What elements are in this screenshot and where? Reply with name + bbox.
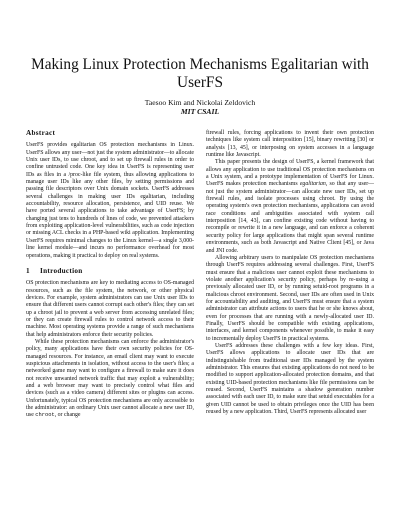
introduction-heading	[26, 268, 194, 275]
section-number: 1	[26, 266, 30, 275]
right-paragraph-1: firewall rules, forcing applications to invent their own protection techniques like system call interposition [15], binary rewriting [30] or analysis [13, 45], or interposing on system accesses in a language runtime like Javascript.	[206, 130, 374, 159]
intro-paragraph-1: OS protection mechanisms are key to mediating access to OS-managed resources, such as the file system, the network, or other physical devices. For example, system administrators can use Unix user IDs to ensure that different users cannot corrupt each other's files; they can set up a chroot jail to prevent a web server from accessing unrelated files; or they can create firewall rules to control network access to their machine. Most operating systems provide a range of such mechanisms that help administrators enforce their security policies.	[26, 280, 194, 338]
right-column	[206, 130, 374, 420]
intro-paragraph-2	[26, 339, 194, 420]
right-paragraph-3: Allowing arbitrary users to manipulate OS protection mechanisms through UserFS requires addressing several challenges. First, UserFS must ensure that a malicious user cannot exploit these mechanisms to violate another application's security policy, perhaps by re-using a previously allocated user ID, or by running setuid-root programs in a malicious chroot environment. Second, user IDs are often used in Unix for accountability and auditing, and UserFS must ensure that a system administrator can attribute actions to users that he or she knows about, even for processes that are running with a newly-allocated user ID. Finally, UserFS should be compatible with existing applications, interfaces, and kernel components whenever possible, to make it easy to incrementally deploy UserFS in practical systems.	[206, 254, 374, 342]
p2-text-b: , so that any user—not just the system administrator—can allocate new user IDs, set up firewall rules, and isolate processes using chroot. By using the operating system's own protection mechanisms, applications can avoid race conditions and ambiguities associated with system call interposition [14, 43], can confine existing code without having to recompile or rewrite it in a new language, and can enforce a coherent security policy for large applications that might span several runtime environments, such as both Javascript and Native Client [45], or Java and JNI code.	[206, 181, 374, 254]
section-title: Introduction	[40, 266, 83, 275]
code-chroot: chroot	[35, 412, 55, 419]
p2-italic: egalitarian	[299, 181, 326, 188]
abstract-text: UserFS provides egalitarian OS protection mechanisms in Linux. UserFS allows any user—not just the system administrator—to allocate Unix user IDs, to use chroot, and to set up firewall rules in order to confine untrusted code. One key idea in UserFS is representing user IDs as files in a /proc-like file system, thus allowing applications to manage user IDs like any other files, by setting permissions and passing file descriptors over Unix domain sockets. UserFS addresses several challenges in making user IDs egalitarian, including accountability, resource allocation, persistence, and UID reuse. We have ported several applications to take advantage of UserFS; by changing just tens to hundreds of lines of code, we prevented attackers from exploiting application-level vulnerabilities, such as code injection or missing ACL checks in a PHP-based wiki application. Implementing UserFS requires minimal changes to the Linux kernel—a single 3,000-line kernel module—and incurs no performance overhead for most operations, making it practical to deploy on real systems.	[26, 142, 194, 259]
right-paragraph-4: UserFS addresses these challenges with a few key ideas. First, UserFS allows applications to allocate user IDs that are indistinguishable from traditional user IDs managed by the system administrator. This ensures that existing applications do not need to be modified to support application-allocated protection domains, and that existing UID-based protection mechanisms like file permissions can be reused. Second, UserFS maintains a shadow generation number associated with each user ID, to make sure that setuid executables for a given UID cannot be used to obtain privileges once the UID has been reused by a new application. Third, UserFS represents allocated user	[206, 342, 374, 416]
intro-p2-text: While these protection mechanisms can enforce the administrator's policy, many applications have their own security policies for OS-managed resources. For instance, an email client may want to execute suspicious attachments in isolation, without access to the user's files; a networked game may want to configure a firewall to make sure it does not receive unwanted network traffic that may exploit a vulnerability; and a web browser may want to precisely control what files and devices (such as a video camera) different sites or plugins can access. Unfortunately, typical OS protection mechanisms are only accessible to the administrator: an ordinary Unix user cannot allocate a new user ID, use	[26, 338, 194, 419]
abstract-heading: Abstract	[26, 129, 56, 137]
two-column-body	[26, 130, 374, 420]
p2-text-a: This paper presents the design of UserFS, a kernel framework that allows any application to use traditional OS protection mechanisms on a Unix system, and a prototype implementation of UserFS for Linux. UserFS makes protection mechanisms	[206, 159, 374, 188]
paper-affiliation: MIT CSAIL	[180, 107, 220, 116]
left-column	[26, 130, 194, 420]
paper-authors: Taesoo Kim and Nickolai Zeldovich	[144, 98, 256, 107]
right-paragraph-2	[206, 159, 374, 254]
intro-p2-tail: , or change	[54, 412, 81, 419]
paper-title: Making Linux Protection Mechanisms Egalitarian with UserFS	[31, 56, 369, 91]
